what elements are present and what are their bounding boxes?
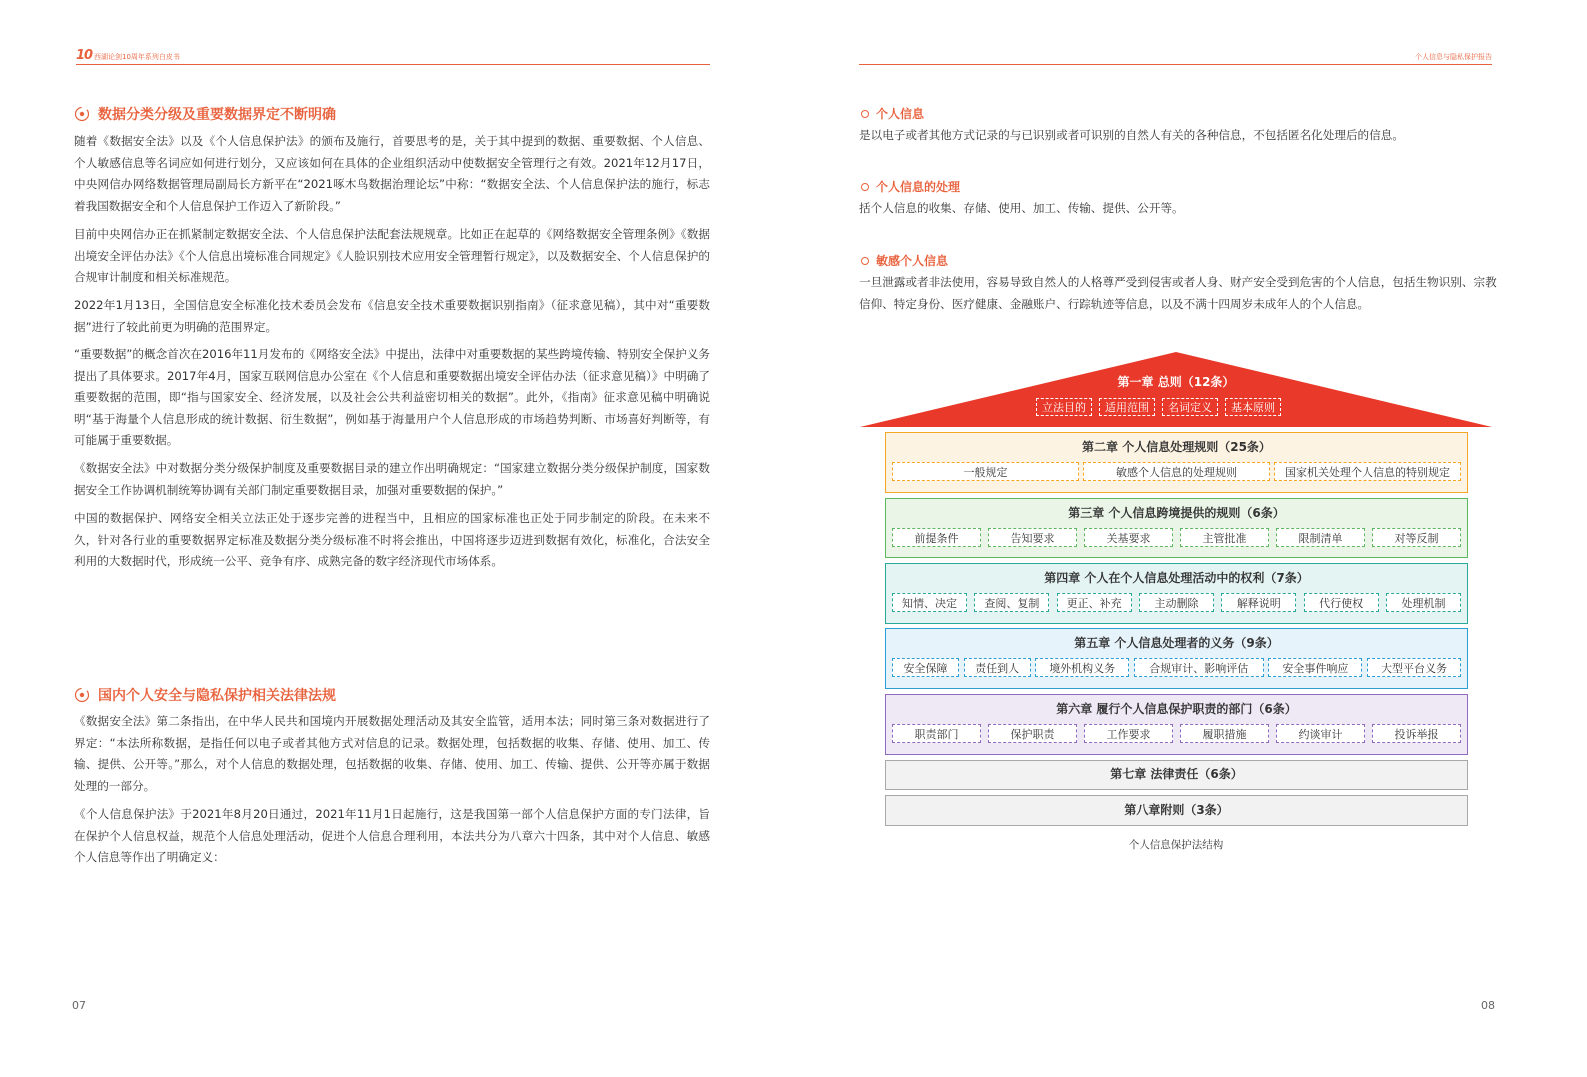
bullet-circle-icon <box>861 110 869 118</box>
definition-body: 一旦泄露或者非法使用，容易导致自然人的人格尊严受到侵害或者人身、财产安全受到危害的个人信息，包括生物识别、宗教信仰、特定身份、医疗健康、金融账户、行踪轨迹等信息，以及不满十四周岁未成年人的个人信息。 <box>859 275 1497 311</box>
chapter-item: 国家机关处理个人信息的特别规定 <box>1274 462 1461 481</box>
chapter-item: 处理机制 <box>1386 593 1461 612</box>
chapter-3-title: 第三章 个人信息跨境提供的规则（6条） <box>1068 506 1285 520</box>
left-page <box>0 0 793 1077</box>
chapter-item: 知情、决定 <box>892 593 967 612</box>
definition-title <box>859 105 924 122</box>
paragraph: 《数据安全法》第二条指出，在中华人民共和国境内开展数据处理活动及其安全监管，适用本法；同时第三条对数据进行了界定：“本法所称数据，是指任何以电子或者其他方式对信息的记录。数据处理，包括数据的收集、存储、使用、加工、传输、提供、公开等。”那么，对个人信息的数据处理，包括数据的收集、存储、使用、加工、传输、提供、公开等亦属于数据处理的一部分。 <box>74 714 710 793</box>
bullet-circle-icon <box>861 183 869 191</box>
definition-title <box>859 178 960 195</box>
left-header-text: 西湖论剑10周年系列白皮书 <box>94 53 180 61</box>
chapter-1-tags <box>1036 398 1288 416</box>
anniversary-logo: 10 <box>76 48 93 63</box>
paragraph: 2022年1月13日，全国信息安全标准化技术委员会发布《信息安全技术重要数据识别指南》（征求意见稿），其中对“重要数据”进行了较此前更为明确的范围界定。 <box>74 298 710 334</box>
section-title-text: 国内个人安全与隐私保护相关法律法规 <box>98 688 336 704</box>
chapter-item: 一般规定 <box>892 462 1079 481</box>
definition-title-text: 敏感个人信息 <box>876 254 949 268</box>
paragraph: 《个人信息保护法》于2021年8月20日通过，2021年11月1日起施行，这是我国第一部个人信息保护方面的专门法律，旨在保护个人信息权益，规范个人信息处理活动，促进个人信息合理利用，本法共分为八章六十四条，其中对个人信息、敏感个人信息等作出了明确定义： <box>74 807 710 864</box>
chapter-item: 主动删除 <box>1139 593 1214 612</box>
chapter-item: 安全保障 <box>892 658 959 677</box>
chapter-item: 解释说明 <box>1221 593 1296 612</box>
definition-title-text: 个人信息 <box>876 107 925 121</box>
chapter-item: 更正、补充 <box>1057 593 1132 612</box>
definition-body: 是以电子或者其他方式记录的与已识别或者可识别的自然人有关的各种信息，不包括匿名化处理后的信息。 <box>859 128 1404 142</box>
chapter-item: 对等反制 <box>1372 528 1461 547</box>
chapter-5-title: 第五章 个人信息处理者的义务（9条） <box>1074 636 1279 650</box>
chapter-7-box: 第七章 法律责任（6条） <box>885 760 1468 790</box>
chapter-item: 大型平台义务 <box>1367 658 1461 677</box>
chapter-item: 工作要求 <box>1084 724 1173 743</box>
chapter-item: 境外机构义务 <box>1035 658 1129 677</box>
chapter-item: 职责部门 <box>892 724 981 743</box>
chapter-8-box: 第八章附则（3条） <box>885 795 1468 826</box>
chapter-1-tag: 立法目的 <box>1036 398 1092 416</box>
chapter-6-items <box>892 724 1461 743</box>
chapter-2-items <box>892 462 1461 481</box>
chapter-item: 履职措施 <box>1180 724 1269 743</box>
paragraph: 中国的数据保护、网络安全相关立法正处于逐步完善的进程当中，且相应的国家标准也正处于同步制定的阶段。在未来不久，针对各行业的重要数据界定标准及数据分类分级标准不时将会推出，中国将逐步迈进到数据有效化，标准化，合法安全利用的大数据时代，形成统一公平、竞争有序、成熟完备的数字经济现代市场体系。 <box>74 511 710 568</box>
definition-title-text: 个人信息的处理 <box>876 180 961 194</box>
chapter-1-tag: 适用范围 <box>1099 398 1155 416</box>
chapter-2-title: 第二章 个人信息处理规则（25条） <box>1082 440 1271 454</box>
chapter-item: 限制清单 <box>1276 528 1365 547</box>
chapter-3-box <box>885 498 1468 558</box>
target-icon <box>74 687 90 703</box>
section-title-data-classification <box>74 104 336 124</box>
law-structure-diagram <box>860 352 1492 832</box>
definition-body: 括个人信息的收集、存储、使用、加工、传输、提供、公开等。 <box>859 201 1184 215</box>
chapter-item: 投诉举报 <box>1372 724 1461 743</box>
chapter-item: 告知要求 <box>988 528 1077 547</box>
bullet-circle-icon <box>861 257 869 265</box>
chapter-4-box <box>885 563 1468 624</box>
chapter-6-title: 第六章 履行个人信息保护职责的部门（6条） <box>1056 702 1297 716</box>
chapter-item: 约谈审计 <box>1276 724 1365 743</box>
chapter-item: 查阅、复制 <box>974 593 1049 612</box>
chapter-4-title: 第四章 个人在个人信息处理活动中的权利（7条） <box>1044 571 1309 585</box>
chapter-1-title: 第一章 总则（12条） <box>1117 375 1235 389</box>
chapter-item: 关基要求 <box>1084 528 1173 547</box>
diagram-caption: 个人信息保护法结构 <box>1128 839 1224 851</box>
right-header-text: 个人信息与隐私保护报告 <box>1415 53 1492 61</box>
chapter-1-tag: 基本原则 <box>1225 398 1281 416</box>
chapter-item: 代行使权 <box>1304 593 1379 612</box>
right-header <box>859 50 1492 65</box>
chapter-item: 主管批准 <box>1180 528 1269 547</box>
right-page <box>793 0 1587 1077</box>
chapter-6-box <box>885 694 1468 755</box>
section-title-privacy-laws <box>74 685 336 705</box>
left-header <box>76 50 710 65</box>
paragraph: 《数据安全法》中对数据分类分级保护制度及重要数据目录的建立作出明确规定：“国家建立数据分类分级保护制度，国家数据安全工作协调机制统筹协调有关部门制定重要数据目录，加强对重要数据的保护。” <box>74 461 710 497</box>
chapter-1-tag: 名词定义 <box>1162 398 1218 416</box>
chapter-item: 保护职责 <box>988 724 1077 743</box>
chapter-2-box <box>885 432 1468 493</box>
paragraph: 目前中央网信办正在抓紧制定数据安全法、个人信息保护法配套法规规章。比如正在起草的《网络数据安全管理条例》《数据出境安全评估办法》《个人信息出境标准合同规定》《人脸识别技术应用安全管理暂行规定》，以及数据安全、个人信息保护的合规审计制度和相关标准规范。 <box>74 227 710 284</box>
page-number: 07 <box>72 999 86 1012</box>
paragraph: “重要数据”的概念首次在2016年11月发布的《网络安全法》中提出，法律中对重要数据的某些跨境传输、特别安全保护义务提出了具体要求。2017年4月，国家互联网信息办公室在《个人信息和重要数据出境安全评估办法（征求意见稿）》中明确了重要数据的范围，即“指与国家安全、经济发展，以及社会公共利益密切相关的数据”。此外，《指南》征求意见稿中明确说明“基于海量个人信息形成的统计数据、衍生数据”，例如基于海量用户个人信息形成的市场趋势判断、市场喜好判断等，有可能属于重要数据。 <box>74 347 710 447</box>
section-title-text: 数据分类分级及重要数据界定不断明确 <box>98 107 336 123</box>
definition-title <box>859 252 948 269</box>
chapter-item: 责任到人 <box>964 658 1031 677</box>
chapter-item: 合规审计、影响评估 <box>1134 658 1264 677</box>
paragraph: 随着《数据安全法》以及《个人信息保护法》的颁布及施行，首要思考的是，关于其中提到的数据、重要数据、个人信息、个人敏感信息等名词应如何进行划分，又应该如何在具体的企业组织活动中使数据安全管理行之有效。2021年12月17日，中央网信办网络数据管理局副局长方新平在“2021啄木鸟数据治理论坛”中称：“数据安全法、个人信息保护法的施行，标志着我国数据安全和个人信息保护工作迈入了新阶段。” <box>74 134 710 213</box>
chapter-3-items <box>892 528 1461 547</box>
chapter-item: 前提条件 <box>892 528 981 547</box>
target-icon <box>74 106 90 122</box>
chapter-4-items <box>892 593 1461 612</box>
chapter-item: 敏感个人信息的处理规则 <box>1083 462 1270 481</box>
page-number: 08 <box>1481 999 1495 1012</box>
chapter-5-box <box>885 628 1468 689</box>
chapter-5-items <box>892 658 1461 677</box>
chapter-item: 安全事件响应 <box>1268 658 1362 677</box>
